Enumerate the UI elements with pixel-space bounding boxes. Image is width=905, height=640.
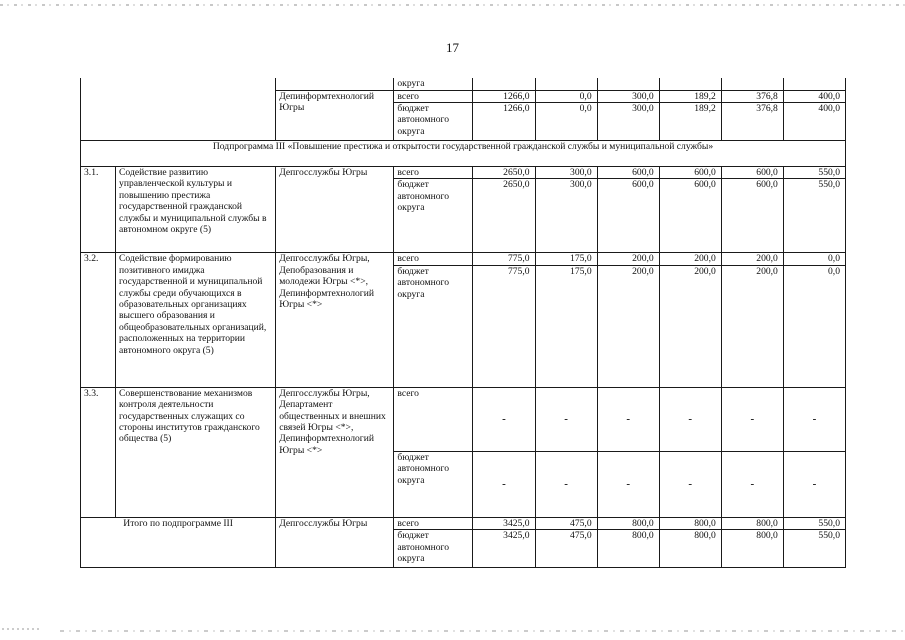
source-cell: бюджет автономного округа <box>394 530 473 568</box>
value-cell: 2650,0 <box>473 179 535 253</box>
value-cell: - <box>473 451 535 517</box>
value-cell: 0,0 <box>535 90 597 102</box>
value-cell: - <box>597 387 659 451</box>
value-cell: 400,0 <box>783 102 845 140</box>
executor-cell: Депгосслужбы Югры <box>276 166 394 252</box>
value-cell: 0,0 <box>783 253 845 265</box>
value-cell: 3425,0 <box>473 517 535 529</box>
item-name: Содействие формированию позитивного имиджа государственной и муниципальной службы среди обучающихся в образовательных организациях высшего образования и общеобразовательных организаций, расположенных на территории автономного округа (5) <box>116 253 276 387</box>
item-name: Совершенствование механизмов контроля деятельности государственных служащих со стороны институтов гражданского общества (5) <box>116 387 276 517</box>
value-cell: 475,0 <box>535 530 597 568</box>
source-cell: бюджет автономного округа <box>394 265 473 387</box>
source-cell: бюджет автономного округа <box>394 451 473 517</box>
budget-table <box>80 78 846 568</box>
value-cell: - <box>535 387 597 451</box>
value-cell: - <box>659 451 721 517</box>
value-cell: 550,0 <box>783 166 845 178</box>
value-cell: 475,0 <box>535 517 597 529</box>
value-cell: 2650,0 <box>473 166 535 178</box>
subprogram-title: Подпрограмма III «Повышение престижа и открытости государственной гражданской службы и муниципальной службы» <box>81 140 846 166</box>
executor-cell: Депинформтехнологий Югры <box>276 90 394 140</box>
value-cell: 800,0 <box>721 517 783 529</box>
table-row <box>81 253 846 265</box>
value-cell: 600,0 <box>659 166 721 178</box>
value-cell: 1266,0 <box>473 90 535 102</box>
value-cell: 300,0 <box>597 90 659 102</box>
value-cell: 200,0 <box>597 265 659 387</box>
value-cell: 600,0 <box>659 179 721 253</box>
scan-artifact-top <box>0 4 905 6</box>
source-cell: всего <box>394 90 473 102</box>
total-label: Итого по подпрограмме III <box>81 517 276 567</box>
value-cell: - <box>473 387 535 451</box>
item-name: Содействие развитию управленческой культуры и повышению престижа государственной гражданской службы и муниципальной службы в автономном округе (5) <box>116 166 276 252</box>
value-cell: 200,0 <box>721 253 783 265</box>
executor-cell: Депгосслужбы Югры <box>276 517 394 567</box>
value-cell: 550,0 <box>783 530 845 568</box>
value-cell: 189,2 <box>659 102 721 140</box>
value-cell: 300,0 <box>535 179 597 253</box>
value-cell: 800,0 <box>659 517 721 529</box>
value-cell: 189,2 <box>659 90 721 102</box>
value-cell: - <box>783 451 845 517</box>
value-cell: 800,0 <box>659 530 721 568</box>
page-number: 17 <box>446 40 459 55</box>
source-cell: всего <box>394 387 473 451</box>
value-cell: - <box>659 387 721 451</box>
value-cell: 550,0 <box>783 179 845 253</box>
value-cell: 600,0 <box>597 179 659 253</box>
value-cell: 600,0 <box>597 166 659 178</box>
source-cell: бюджет автономного округа <box>394 179 473 253</box>
value-cell: 200,0 <box>597 253 659 265</box>
value-cell: 775,0 <box>473 265 535 387</box>
source-cell: всего <box>394 253 473 265</box>
empty-cell <box>81 78 276 140</box>
value-cell: 800,0 <box>597 530 659 568</box>
item-number: 3.3. <box>81 387 116 517</box>
value-cell: - <box>783 387 845 451</box>
value-cell: 800,0 <box>721 530 783 568</box>
table-row <box>81 78 846 90</box>
value-cell: 550,0 <box>783 517 845 529</box>
value-cell: 376,8 <box>721 102 783 140</box>
value-cell: 175,0 <box>535 253 597 265</box>
total-row <box>81 517 846 529</box>
value-cell: 3425,0 <box>473 530 535 568</box>
value-cell: 600,0 <box>721 179 783 253</box>
source-cell: округа <box>394 78 473 90</box>
value-cell: 600,0 <box>721 166 783 178</box>
value-cell: 0,0 <box>535 102 597 140</box>
value-cell: 376,8 <box>721 90 783 102</box>
scan-artifact-bottom <box>60 630 905 632</box>
subprogram-row <box>81 140 846 166</box>
item-number: 3.1. <box>81 166 116 252</box>
value-cell: - <box>535 451 597 517</box>
value-cell: 300,0 <box>535 166 597 178</box>
table-row <box>81 387 846 451</box>
value-cell: - <box>597 451 659 517</box>
source-cell: всего <box>394 166 473 178</box>
value-cell: 200,0 <box>659 253 721 265</box>
value-cell: 1266,0 <box>473 102 535 140</box>
value-cell: 175,0 <box>535 265 597 387</box>
value-cell: - <box>721 451 783 517</box>
value-cell: 300,0 <box>597 102 659 140</box>
value-cell: 0,0 <box>783 265 845 387</box>
value-cell: 800,0 <box>597 517 659 529</box>
item-number: 3.2. <box>81 253 116 387</box>
value-cell: 200,0 <box>659 265 721 387</box>
source-cell: бюджет автономного округа <box>394 102 473 140</box>
table-row <box>81 166 846 178</box>
source-cell: всего <box>394 517 473 529</box>
value-cell: 200,0 <box>721 265 783 387</box>
value-cell: 400,0 <box>783 90 845 102</box>
value-cell: 775,0 <box>473 253 535 265</box>
executor-cell: Депгосслужбы Югры, Депобразования и молодежи Югры <*>, Депинформтехнологий Югры <*> <box>276 253 394 387</box>
scan-artifact-corner <box>2 628 42 630</box>
value-cell: - <box>721 387 783 451</box>
executor-cell: Депгосслужбы Югры, Департамент общественных и внешних связей Югры <*>, Депинформтехнологий Югры <*> <box>276 387 394 517</box>
empty-cell <box>276 78 394 90</box>
